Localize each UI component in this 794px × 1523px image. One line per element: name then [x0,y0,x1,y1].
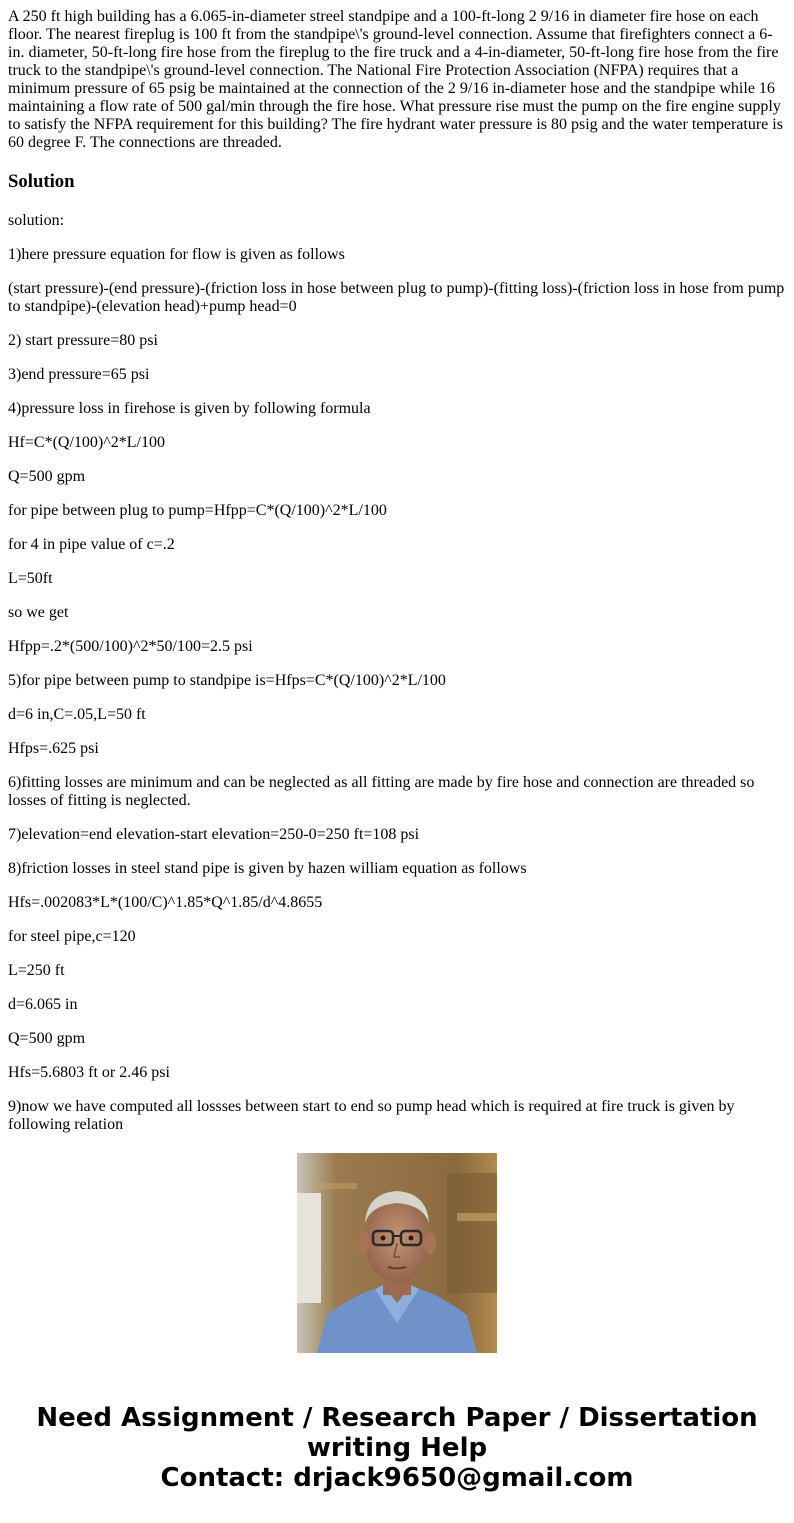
solution-step: (start pressure)-(end pressure)-(friction loss in hose between plug to pump)-(fitting loss)-(friction loss in hose from pump to standpipe)-(elevation head)+pump head=0 [8,280,785,315]
solution-heading: Solution [8,171,75,192]
promo-line: writing Help [306,1433,488,1463]
solution-step: 5)for pipe between pump to standpipe is=Hfps=C*(Q/100)^2*L/100 [8,672,446,689]
solution-step: for steel pipe,c=120 [8,928,136,945]
solution-step: Hfpp=.2*(500/100)^2*50/100=2.5 psi [8,638,253,655]
solution-step: Hfs=.002083*L*(100/C)^1.85*Q^1.85/d^4.8655 [8,894,323,911]
solution-steps [8,212,786,1134]
solution-step: Hfs=5.6803 ft or 2.46 psi [8,1064,170,1081]
solution-step: 8)friction losses in steel stand pipe is given by hazen william equation as follows [8,860,527,877]
solution-step: 1)here pressure equation for flow is given as follows [8,246,345,263]
solution-step: 4)pressure loss in firehose is given by following formula [8,400,371,417]
document-content [8,0,786,1133]
solution-step: Q=500 gpm [8,468,86,485]
solution-step: 9)now we have computed all lossses between start to end so pump head which is required at fire truck is given by following relation [8,1098,735,1133]
solution-step: for 4 in pipe value of c=.2 [8,536,175,553]
solution-step: d=6 in,C=.05,L=50 ft [8,706,146,723]
solution-step: L=50ft [8,570,53,587]
question-text: A 250 ft high building has a 6.065-in-diameter streel standpipe and a 100-ft-long 2 9/16 in diameter fire hose on each floor. The nearest fireplug is 100 ft from the standpipe\'s ground-level connection. Assume that firefighters connect a 6-in. diameter, 50-ft-long fire hose from the fireplug to the fire truck and a 4-in-diameter, 50-ft-long fire hose from the fire truck to the standpipe\'s ground-level connection. The National Fire Protection Association (NFPA) requires that a minimum pressure of 65 psig be maintained at the connection of the 2 9/16 in-diameter hose and the standpipe while 16 maintaining a flow rate of 500 gal/min through the fire hose. What pressure rise must the pump on the fire engine supply to satisfy the NFPA requirement for this building? The fire hydrant water pressure is 80 psig and the water temperature is 60 degree F. The connections are threaded. [8,8,783,151]
person-portrait-icon [297,1153,497,1353]
solution-step: solution: [8,212,65,229]
solution-step: for pipe between plug to pump=Hfpp=C*(Q/100)^2*L/100 [8,502,387,519]
promo-banner [0,1403,794,1493]
solution-step: L=250 ft [8,962,65,979]
solution-step: Q=500 gpm [8,1030,86,1047]
solution-step: Hfps=.625 psi [8,740,99,757]
solution-step: so we get [8,604,69,621]
solution-step: 6)fitting losses are minimum and can be neglected as all fitting are made by fire hose and connection are threaded so losses of fitting is neglected. [8,774,755,809]
promo-line: Need Assignment / Research Paper / Dissertation [36,1403,758,1433]
contact-email: Contact: drjack9650@gmail.com [160,1463,634,1493]
solution-step: 3)end pressure=65 psi [8,366,150,383]
author-avatar [297,1153,497,1353]
solution-step: d=6.065 in [8,996,78,1013]
solution-step: Hf=C*(Q/100)^2*L/100 [8,434,165,451]
solution-step: 2) start pressure=80 psi [8,332,158,349]
solution-step: 7)elevation=end elevation-start elevation=250-0=250 ft=108 psi [8,826,420,843]
